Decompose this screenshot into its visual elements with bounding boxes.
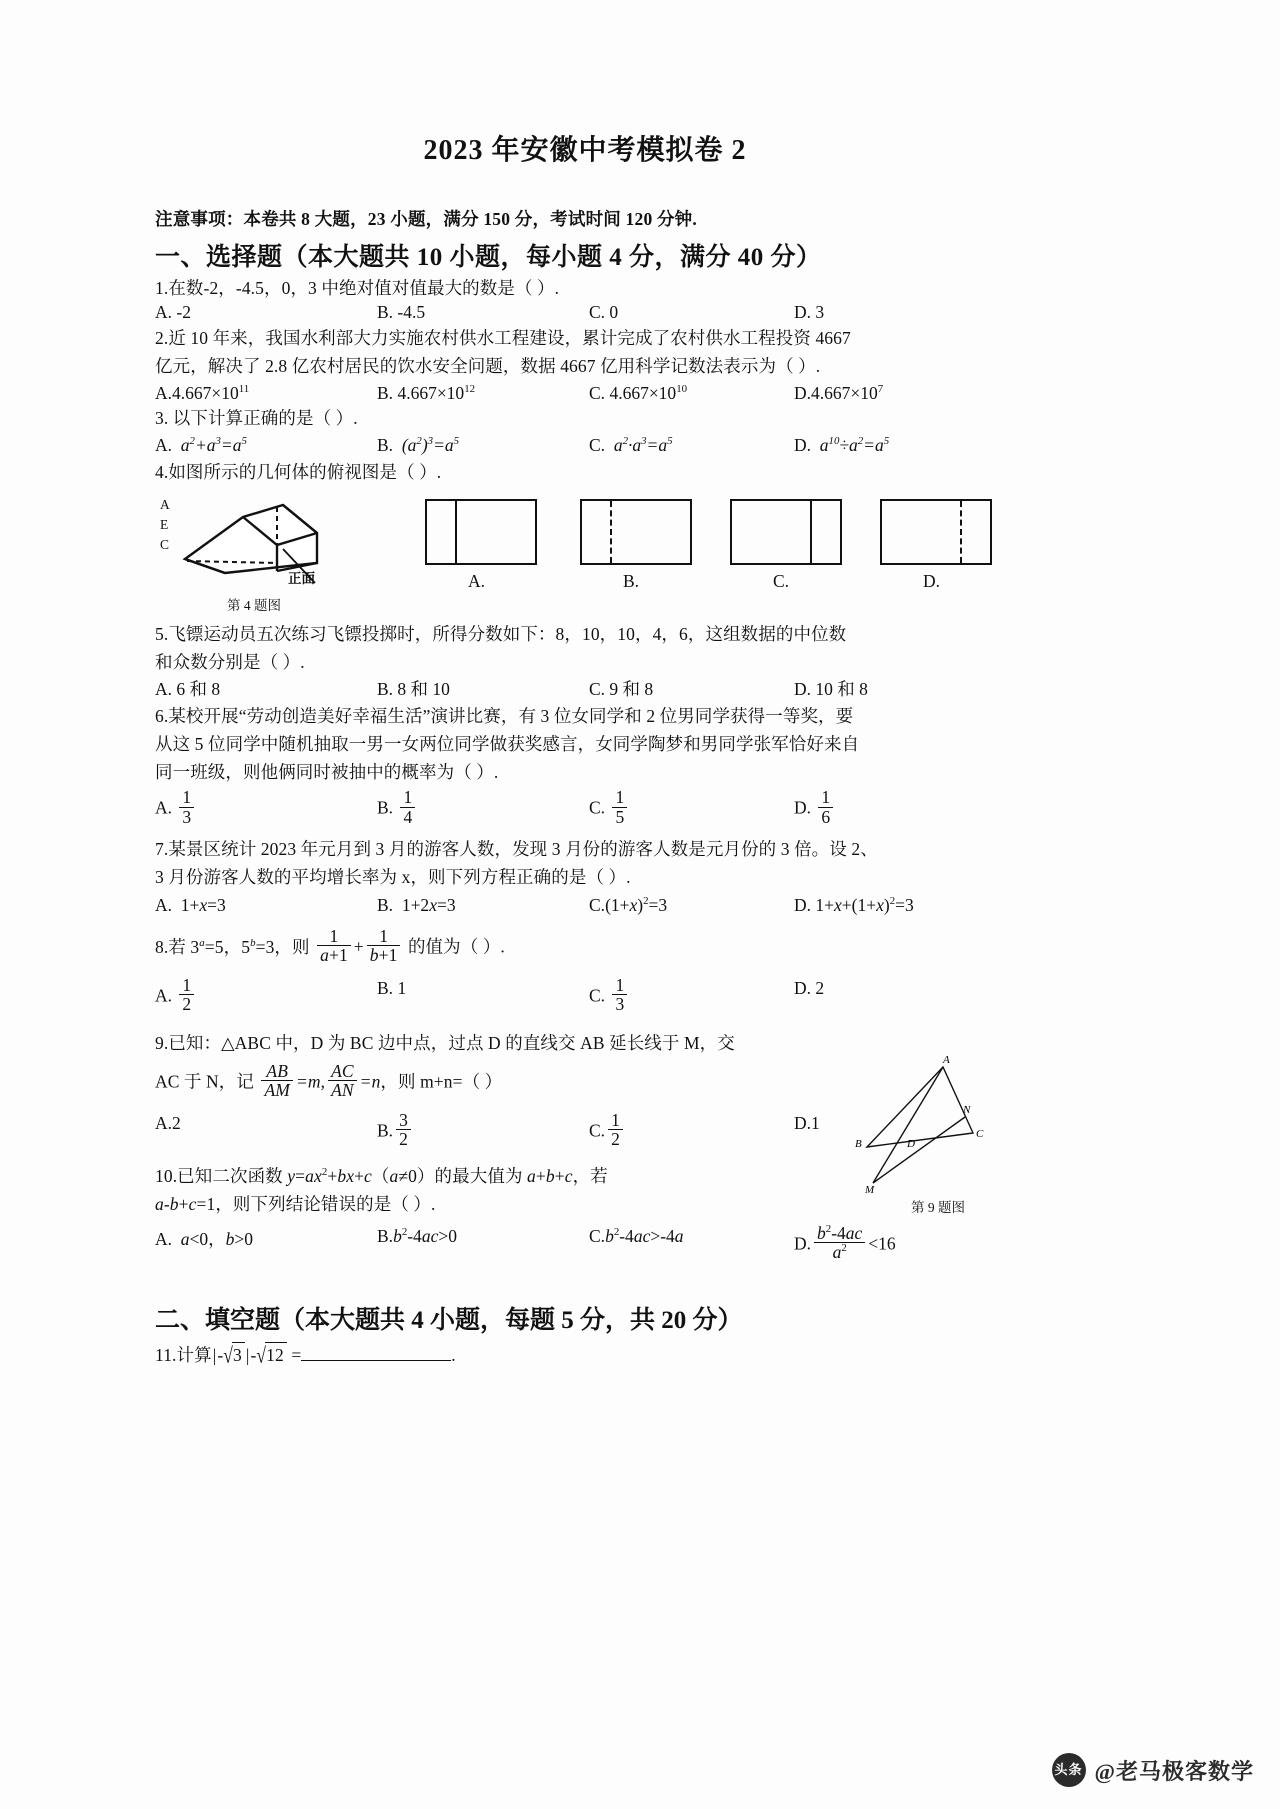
question-8-suffix: 的值为（ ）. — [407, 936, 505, 957]
option-b[interactable] — [377, 383, 589, 404]
option-d-label: D. — [794, 978, 812, 999]
divider-solid — [810, 501, 812, 563]
fraction: $\frac{b^2-4ac}{a^2}$ — [814, 1224, 865, 1263]
question-10-options — [155, 1222, 955, 1265]
divider-dashed — [610, 501, 612, 563]
option-c-label: C. — [589, 1225, 606, 1246]
question-7-line-1: 7.某景区统计 2023 年元月到 3 月的游客人数，发现 3 月份的游客人数是元月份的 3 倍。设 2、 — [155, 839, 878, 860]
choice-rect-a[interactable] — [425, 499, 537, 565]
option-a-value: 2 — [172, 1112, 181, 1133]
question-9-line-1: 9.已知：△ABC 中，D 为 BC 边中点，过点 D 的直线交 AB 延长线于 M，交 — [155, 1033, 735, 1054]
option-c[interactable]: C. 0 — [589, 301, 619, 322]
question-9-options — [155, 1109, 955, 1152]
abs-bar-open: | — [212, 1345, 217, 1366]
option-d-exponent: 7 — [877, 382, 884, 395]
option-c-label: C. — [589, 435, 606, 456]
fraction-1: $\frac{1}{a+1}$ — [317, 927, 351, 966]
exam-notice: 注意事项：本卷共 8 大题，23 小题，满分 150 分，考试时间 120 分钟. — [155, 209, 697, 229]
front-view-label: 正面 — [288, 571, 315, 587]
option-a[interactable] — [155, 1113, 377, 1152]
option-b-value: 1 — [397, 978, 407, 999]
option-d[interactable]: D. 3 — [794, 301, 825, 322]
svg-text:A: A — [943, 1055, 950, 1066]
radical-sign-2: √ — [256, 1342, 267, 1368]
option-c[interactable] — [589, 787, 794, 829]
option-c-label: C. — [589, 797, 606, 818]
option-d-mantissa: 4.667×10 — [811, 382, 878, 403]
fraction: $\frac{3}{2}$ — [396, 1111, 411, 1150]
answer-blank[interactable] — [301, 1344, 451, 1361]
option-b-label: B. — [377, 382, 394, 403]
option-d-label: D. — [794, 1233, 812, 1253]
option-c-label: C. — [589, 985, 606, 1006]
option-d-label: D. — [794, 1112, 812, 1133]
question-11-prefix: 11.计算 — [155, 1345, 212, 1366]
option-b[interactable] — [377, 1109, 589, 1152]
option-b[interactable]: B. 1+2x=3 — [377, 895, 456, 916]
toutiao-badge-icon: 头条 — [1052, 1753, 1086, 1787]
radicand-3: 3 — [232, 1342, 245, 1368]
option-c[interactable]: C. $a^2\cdot a^3=a^5$ — [589, 435, 673, 456]
option-d-label: D. — [794, 382, 812, 403]
radicand-12: 12 — [265, 1342, 287, 1368]
option-b[interactable]: $B.b^2-4ac>0$ — [377, 1225, 457, 1246]
option-c[interactable] — [589, 383, 794, 404]
option-c-label: C. — [589, 1120, 606, 1141]
frac2-equals: =n — [359, 1071, 381, 1092]
section-2-heading: 二、填空题（本大题共 4 小题，每题 5 分，共 20 分） — [155, 1307, 743, 1335]
option-d[interactable] — [794, 978, 974, 1017]
option-d-value: 2 — [815, 978, 825, 999]
question-2-options — [155, 383, 955, 404]
question-1-text: 1.在数-2，-4.5，0，3 中绝对值对值最大的数是（ ）. — [155, 278, 560, 298]
option-a[interactable] — [155, 975, 377, 1017]
option-c[interactable] — [589, 975, 794, 1017]
question-10-line-1: 10.已知二次函数 $y=ax^2+bx+c(a\ne 0)$的最大值为 a+b+c，若 — [155, 1165, 608, 1186]
fraction-2: $\frac{1}{b+1}$ — [367, 927, 401, 966]
option-b-label: B. — [377, 1120, 394, 1141]
option-d-label: D. — [794, 435, 812, 456]
abs-bar-close: | — [245, 1345, 250, 1366]
option-a[interactable] — [155, 787, 377, 829]
vertex-label-a: A — [160, 497, 170, 513]
option-d-value: 1 — [811, 1112, 820, 1133]
option-b[interactable]: B. -4.5 — [377, 301, 426, 322]
question-4-text: 4.如图所示的几何体的俯视图是（ ）. — [155, 462, 442, 483]
question-8-text: 8.若 $3^a=5$，$5^b=3$，则 $\frac{1}{a+1}$ + $\frac{1}{b+1}$ 的值为（ ）. — [155, 926, 505, 966]
option-d-label: D. — [794, 895, 812, 916]
option-b-label: B. — [377, 435, 394, 456]
option-a[interactable]: A. -2 — [155, 301, 191, 322]
question-10-line-2: a-b+c=1，则下列结论错误的是（ ）. — [155, 1193, 436, 1214]
watermark-text: @老马极客数学 — [1094, 1758, 1254, 1784]
option-d[interactable]: D. $1+x+(1+x)^2=3$ — [794, 895, 914, 916]
fraction: $\frac{1}{2}$ — [608, 1111, 623, 1150]
option-a[interactable]: A. 1+x=3 — [155, 895, 226, 916]
question-4-figure-caption: 第 4 题图 — [227, 598, 281, 614]
question-4-solid-figure — [165, 491, 350, 586]
option-b[interactable]: B. 8 和 10 — [377, 678, 450, 699]
option-a[interactable]: A. 6 和 8 — [155, 678, 221, 699]
option-d[interactable]: D. 10 和 8 — [794, 678, 868, 699]
option-d[interactable] — [794, 787, 974, 829]
frac1-equals: =m — [295, 1071, 321, 1092]
question-8-options — [155, 975, 955, 1017]
question-7-options — [155, 895, 955, 916]
question-7-line-2: 3 月份游客人数的平均增长率为 x，则下列方程正确的是（ ）. — [155, 867, 631, 888]
option-a-label: A. — [155, 895, 173, 916]
option-a[interactable]: A. a<0，b>0 — [155, 1228, 254, 1249]
fraction-ab-am: $\frac{AB}{AM}$ — [261, 1062, 292, 1101]
question-3-options — [155, 435, 955, 456]
svg-text:D: D — [907, 1138, 915, 1150]
option-d[interactable] — [794, 1222, 974, 1265]
option-b-mantissa: 4.667×10 — [397, 382, 465, 403]
question-4-figures — [155, 491, 955, 619]
option-a-label: A. — [155, 985, 173, 1006]
option-c-label: C. — [589, 895, 606, 916]
question-9-suffix: ，则 m+n=（ ） — [380, 1071, 503, 1092]
question-6-line-3: 同一班级，则他俩同时被抽中的概率为（ ）. — [155, 761, 499, 782]
option-d[interactable]: D. $a^{10}\div a^2=a^5$ — [794, 435, 890, 456]
option-c[interactable]: $C.b^2-4ac>-4a$ — [589, 1225, 684, 1246]
svg-text:N: N — [963, 1104, 971, 1116]
question-9-figure-caption: 第 9 题图 — [911, 1200, 965, 1215]
option-b[interactable] — [377, 978, 589, 1017]
choice-label-c: C. — [773, 571, 790, 592]
section-1-heading: 一、选择题（本大题共 10 小题，每小题 4 分，满分 40 分） — [155, 244, 822, 271]
svg-text:M: M — [865, 1184, 875, 1195]
option-c[interactable] — [589, 1109, 794, 1152]
option-b-exponent: 12 — [464, 382, 476, 395]
divider-dashed — [960, 501, 962, 563]
choice-rect-c[interactable] — [730, 499, 842, 565]
option-a[interactable]: A. $a^2+a^3=a^5$ — [155, 435, 247, 456]
question-1-options — [155, 302, 955, 323]
choice-label-a: A. — [468, 571, 486, 592]
option-a-label: A. — [155, 382, 173, 403]
divider-solid — [455, 501, 457, 563]
question-5-line-1: 5.飞镖运动员五次练习飞镖投掷时，所得分数如下：8，10，10，4，6，这组数据的中位数 — [155, 624, 847, 645]
option-c-mantissa: 4.667×10 — [609, 382, 677, 403]
question-2-line-2: 亿元，解决了 2.8 亿农村居民的饮水安全问题，数据 4667 亿用科学记数法表示为（ ）. — [155, 355, 821, 376]
option-c[interactable]: $C.(1+x)^2=3$ — [589, 895, 668, 916]
option-a-label: A. — [155, 1228, 173, 1249]
option-c-exponent: 10 — [676, 382, 688, 395]
option-b-label: B. — [377, 797, 394, 818]
choice-rect-d[interactable] — [880, 499, 992, 565]
option-c[interactable]: C. 9 和 8 — [589, 678, 654, 699]
question-5-line-2: 和众数分别是（ ）. — [155, 652, 305, 673]
fraction: $\frac{1}{6}$ — [818, 788, 833, 827]
page-title: 2023 年安徽中考模拟卷 2 — [423, 135, 747, 166]
option-a-label: A. — [155, 1112, 173, 1133]
radical-sign: √ — [223, 1342, 233, 1368]
choice-rect-b[interactable] — [580, 499, 692, 565]
option-b[interactable] — [377, 787, 589, 829]
vertex-label-e: E — [160, 517, 169, 533]
exam-sheet — [155, 0, 984, 1368]
choice-label-d: D. — [923, 571, 941, 592]
question-11-text: 11.计算|-√3 |-√12 = . — [155, 1342, 955, 1368]
option-c-label: C. — [589, 382, 606, 403]
option-d-tail: <16 — [868, 1233, 896, 1253]
option-d[interactable] — [794, 383, 974, 404]
fraction: $\frac{1}{5}$ — [612, 788, 627, 827]
vertex-label-c: C — [160, 537, 170, 553]
question-9-figure — [845, 1055, 995, 1195]
question-5-options — [155, 676, 955, 701]
option-a-label: A. — [155, 797, 173, 818]
svg-text:B: B — [855, 1138, 862, 1150]
watermark — [1052, 1753, 1254, 1787]
fraction-ac-an: $\frac{AC}{AN}$ — [328, 1062, 357, 1101]
option-b-label: B. — [377, 978, 394, 999]
question-8-prefix: 8.若 $3^a=5$，$5^b=3$，则 — [155, 936, 310, 957]
question-3-text: 3. 以下计算正确的是（ ）. — [155, 407, 358, 428]
equals-sign: = — [291, 1345, 302, 1366]
question-6-options — [155, 787, 955, 829]
svg-text:C: C — [976, 1128, 984, 1140]
option-a-mantissa: 4.667×10 — [172, 382, 239, 403]
question-6-line-2: 从这 5 位同学中随机抽取一男一女两位同学做获奖感言，女同学陶梦和男同学张军恰好来自 — [155, 733, 860, 754]
fraction: $\frac{1}{4}$ — [400, 788, 415, 827]
option-a-label: A. — [155, 435, 173, 456]
option-d-label: D. — [794, 797, 812, 818]
question-9-line-2: AC 于 N，记 $\frac{AB}{AM}$ =m, $\frac{AC}{AN}$ =n，则 m+n=（ ） — [155, 1060, 503, 1101]
option-a[interactable] — [155, 383, 377, 404]
question-6-line-1: 6.某校开展“劳动创造美好幸福生活”演讲比赛，有 3 位女同学和 2 位男同学获得一等奖，要 — [155, 705, 854, 726]
fraction: $\frac{1}{3}$ — [612, 976, 627, 1015]
option-b-label: B. — [377, 1225, 394, 1246]
fraction: $\frac{1}{3}$ — [179, 788, 194, 827]
question-2-line-1: 2.近 10 年来，我国水利部大力实施农村供水工程建设，累计完成了农村供水工程投资 4667 — [155, 327, 851, 348]
fraction: $\frac{1}{2}$ — [179, 976, 194, 1015]
choice-label-b: B. — [623, 571, 640, 592]
option-b-label: B. — [377, 895, 394, 916]
option-b[interactable]: B. $(a^2)^3=a^5$ — [377, 435, 460, 456]
option-a-exponent: 11 — [238, 382, 250, 395]
question-9-prefix: AC 于 N，记 — [155, 1071, 254, 1092]
